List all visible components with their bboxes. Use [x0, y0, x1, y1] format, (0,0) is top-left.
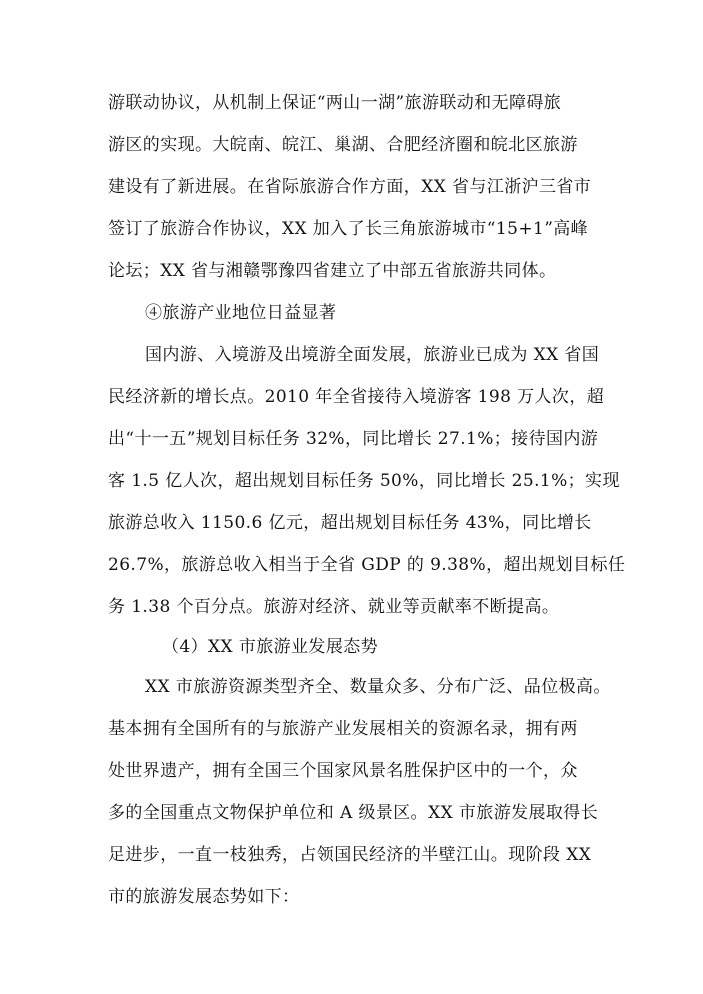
- text-line-2: 游区的实现。大皖南、皖江、巢湖、合肥经济圈和皖北区旅游: [108, 135, 578, 155]
- text-line-8: 民经济新的增长点。2010 年全省接待入境游客 198 万人次，超: [108, 387, 605, 407]
- text-line-9: 出“十一五”规划目标任务 32%，同比增长 27.1%；接待国内游: [108, 429, 599, 449]
- text-line-10: 客 1.5 亿人次，超出规划目标任务 50%，同比增长 25.1%；实现: [108, 471, 620, 491]
- text-line-20: 市的旅游发展态势如下：: [108, 887, 300, 907]
- section-heading-city-tourism: （4）XX 市旅游业发展态势: [162, 637, 379, 657]
- text-line-19: 足进步，一直一枝独秀，占领国民经济的半壁江山。现阶段 XX: [108, 845, 592, 865]
- text-line-11: 旅游总收入 1150.6 亿元，超出规划目标任务 43%，同比增长: [108, 513, 592, 533]
- text-line-18: 多的全国重点文物保护单位和 A 级景区。XX 市旅游发展取得长: [108, 803, 599, 823]
- text-line-5: 论坛；XX 省与湘赣鄂豫四省建立了中部五省旅游共同体。: [108, 261, 557, 281]
- text-line-15: XX 市旅游资源类型齐全、数量众多、分布广泛、品位极高。: [145, 677, 611, 697]
- text-line-13: 务 1.38 个百分点。旅游对经济、就业等贡献率不断提高。: [108, 597, 560, 617]
- text-line-3: 建设有了新进展。在省际旅游合作方面，XX 省与江浙沪三省市: [108, 177, 592, 197]
- text-line-4: 签订了旅游合作协议，XX 加入了长三角旅游城市“15+1”高峰: [108, 219, 589, 239]
- subheading-tourism-status: ④旅游产业地位日益显著: [145, 303, 337, 323]
- text-line-7: 国内游、入境游及出境游全面发展，旅游业已成为 XX 省国: [145, 345, 600, 365]
- text-line-16: 基本拥有全国所有的与旅游产业发展相关的资源名录，拥有两: [108, 719, 578, 739]
- text-line-17: 处世界遗产，拥有全国三个国家风景名胜保护区中的一个，众: [108, 761, 578, 781]
- text-line-1: 游联动协议，从机制上保证“两山一湖”旅游联动和无障碍旅: [108, 93, 562, 113]
- text-line-12: 26.7%，旅游总收入相当于全省 GDP 的 9.38%，超出规划目标任: [108, 555, 626, 575]
